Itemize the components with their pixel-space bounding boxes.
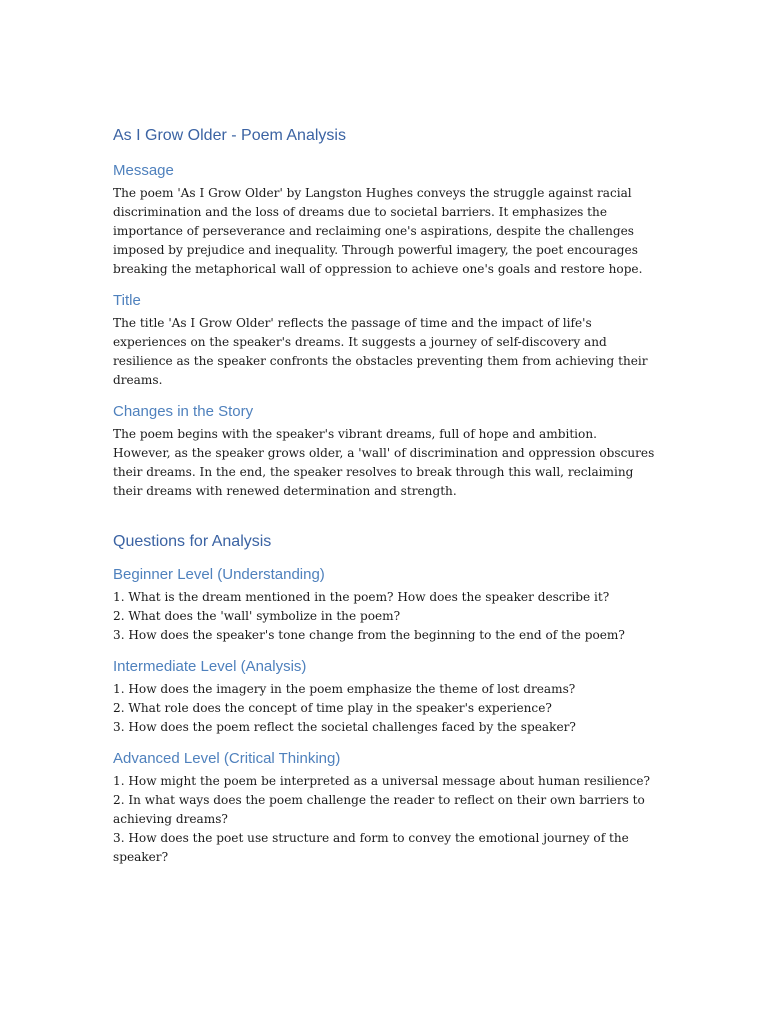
question-item: 1. What is the dream mentioned in the poem? How does the speaker describe it? [113,590,610,604]
question-item: 3. How does the poet use structure and form to convey the emotional journey of the speaker? [113,831,629,864]
section-message [113,161,658,279]
question-item: 1. How does the imagery in the poem emphasize the theme of lost dreams? [113,682,576,696]
level-beginner [113,565,658,645]
section-body-changes: The poem begins with the speaker's vibrant dreams, full of hope and ambition. However, as the speaker grows older, a 'wall' of discrimination and oppression obscures their dreams. In the end, the speaker resolves to break through this wall, reclaiming their dreams with renewed determination and strength. [113,427,655,498]
question-item: 3. How does the poem reflect the societal challenges faced by the speaker? [113,720,576,734]
level-heading-intermediate: Intermediate Level (Analysis) [113,658,307,675]
level-heading-advanced: Advanced Level (Critical Thinking) [113,750,341,767]
questions-heading: Questions for Analysis [113,533,272,550]
level-intermediate [113,657,658,737]
section-title [113,291,658,390]
section-changes [113,402,658,501]
level-heading-beginner: Beginner Level (Understanding) [113,566,325,583]
question-item: 2. What role does the concept of time play in the speaker's experience? [113,701,552,715]
document-title: As I Grow Older - Poem Analysis [113,127,346,144]
question-item: 1. How might the poem be interpreted as a universal message about human resilience? [113,774,650,788]
level-advanced [113,749,658,867]
question-item: 2. What does the 'wall' symbolize in the poem? [113,609,401,623]
document-page [113,125,658,879]
section-body-title: The title 'As I Grow Older' reflects the passage of time and the impact of life's experiences on the speaker's dreams. It suggests a journey of self-discovery and resilience as the speaker confronts the obstacles preventing them from achieving their dreams. [113,316,648,387]
question-item: 3. How does the speaker's tone change from the beginning to the end of the poem? [113,628,625,642]
section-body-message: The poem 'As I Grow Older' by Langston Hughes conveys the struggle against racial discrimination and the loss of dreams due to societal barriers. It emphasizes the importance of perseverance and reclaiming one's aspirations, despite the challenges imposed by prejudice and inequality. Through powerful imagery, the poet encourages breaking the metaphorical wall of oppression to achieve one's goals and restore hope. [113,186,643,276]
question-list-beginner [113,588,658,645]
section-heading-changes: Changes in the Story [113,403,254,420]
section-heading-message: Message [113,162,174,179]
question-list-advanced [113,772,658,867]
section-heading-title: Title [113,292,141,309]
question-item: 2. In what ways does the poem challenge the reader to reflect on their own barriers to achieving dreams? [113,793,645,826]
question-list-intermediate [113,680,658,737]
